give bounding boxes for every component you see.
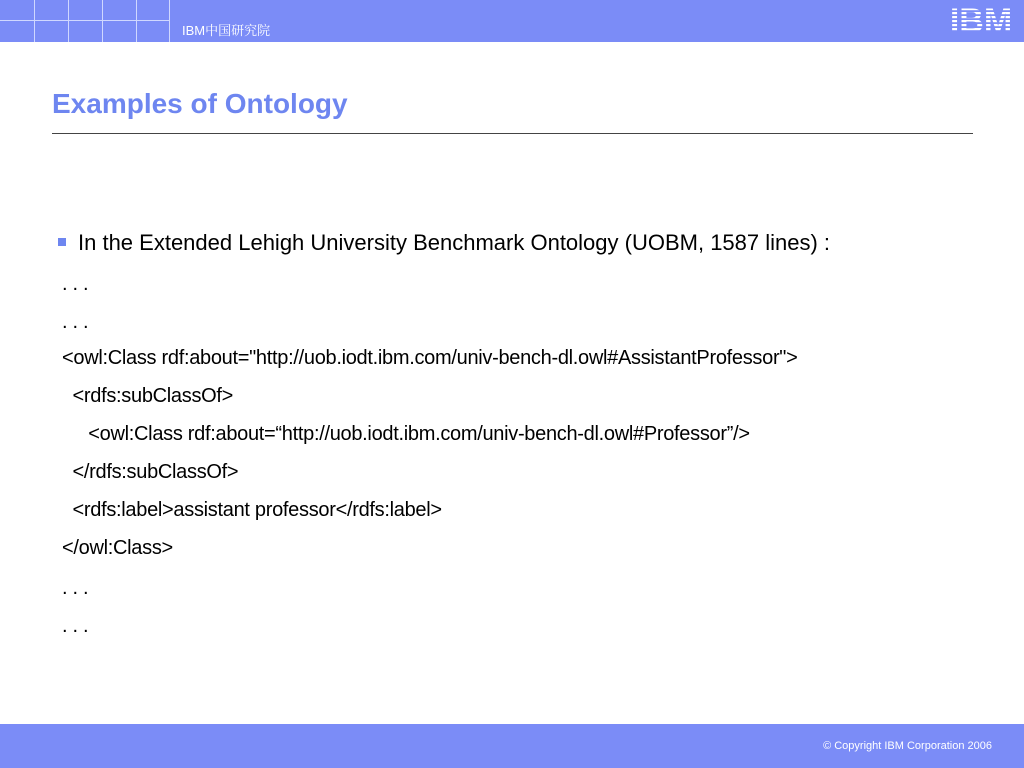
code-line: </owl:Class> [62,537,173,559]
code-line: <owl:Class rdf:about=“http://uob.iodt.ibm.com/univ-bench-dl.owl#Professor”/> [62,423,750,445]
organization-label: IBM中国研究院 [182,23,271,38]
page-title: Examples of Ontology [52,88,348,119]
code-line: . . . [62,311,89,333]
code-line: <owl:Class rdf:about="http://uob.iodt.ibm.com/univ-bench-dl.owl#AssistantProfessor"> [62,347,798,369]
code-line: <rdfs:subClassOf> [62,385,234,407]
header-bar [0,0,1024,42]
copyright-text: © Copyright IBM Corporation 2006 [823,740,992,752]
header-grid-decoration [0,0,170,42]
code-line: </rdfs:subClassOf> [62,461,239,483]
svg-text:IBM: IBM [949,4,1013,36]
code-line: . . . [62,615,89,637]
bullet-square-icon [58,238,66,246]
code-line: <rdfs:label>assistant professor</rdfs:label> [62,499,442,521]
bullet-text: In the Extended Lehigh University Benchmark Ontology (UOBM, 1587 lines) : [78,230,831,255]
bullet-item [58,230,830,256]
title-divider [52,133,973,134]
footer-bar [0,724,1024,768]
ibm-logo [946,4,1016,36]
code-line: . . . [62,577,89,599]
code-line: . . . [62,273,89,295]
